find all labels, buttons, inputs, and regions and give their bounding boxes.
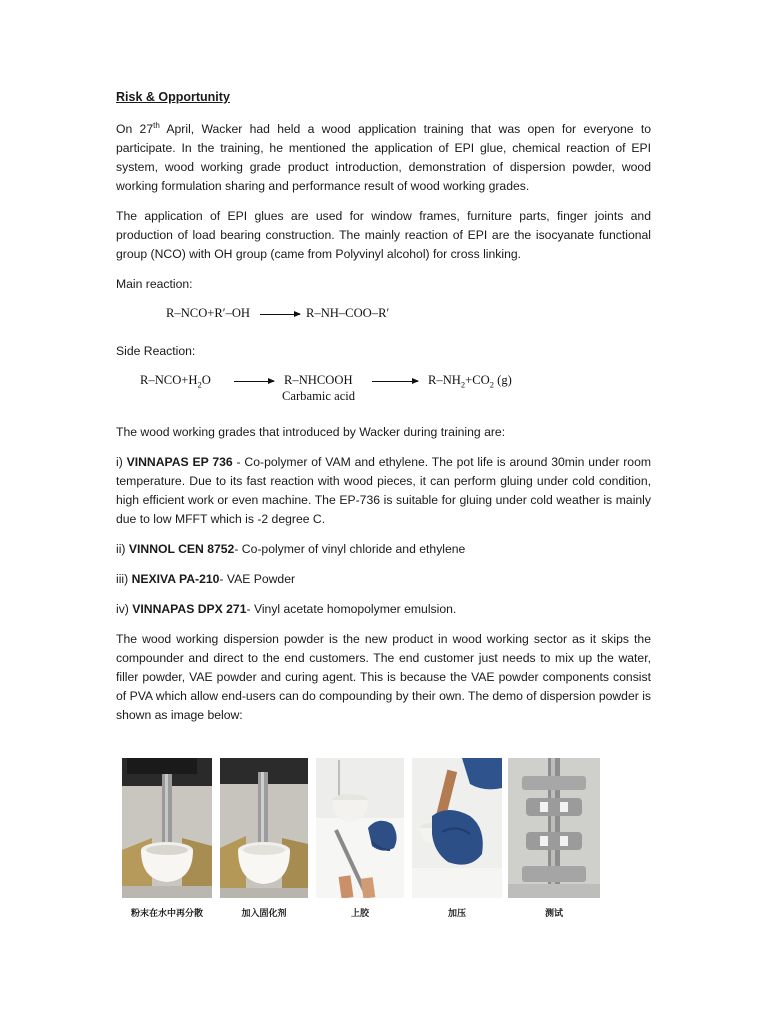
photo-caption: 上胶: [350, 909, 369, 919]
grade-number: ii): [116, 542, 129, 556]
photo-caption: 粉末在水中再分散: [130, 909, 203, 919]
reactant-text-end: O: [201, 373, 211, 387]
intermediate-caption: Carbamic acid: [282, 389, 356, 403]
grade-name: VINNAPAS EP 736: [126, 455, 233, 469]
product-subscript-1: 2: [460, 379, 466, 390]
grade-description: - Co-polymer of VAM and ethylene. The pot life is around 30min under room temperature. Due to its fast reaction with wood pieces, it can perform gluing under cold condition, high efficient work or even machine. The EP-736 is suitable for gluing under cold weather is mainly due to low MFFT which is -2 degree C.: [116, 455, 652, 526]
reactant-text: R–NCO+H: [140, 373, 198, 387]
reaction-arrow: [260, 314, 300, 315]
grades-intro: The wood working grades that introduced by Wacker during training are:: [116, 425, 506, 439]
grade-item: [116, 600, 651, 619]
ordinal-suffix: th: [153, 120, 160, 130]
dispersion-powder-paragraph: The wood working dispersion powder is the new product in wood working sector as it skips the compounder and direct to the end customers. The end customer just needs to mix up the water, filler powder, VAE powder and curing agent. This is because the VAE powder components consist of PVA which allow end-users can do compounding by their own. The demo of dispersion powder is shown as image below:: [116, 632, 651, 722]
grade-description: - Co-polymer of vinyl chloride and ethylene: [234, 542, 466, 556]
side-reaction-intermediate: R–NHCOOH: [284, 373, 353, 387]
product-text: R–NH: [428, 373, 461, 387]
side-reaction-equation: [116, 365, 651, 409]
reactant-subscript: 2: [197, 379, 202, 390]
grade-description: - VAE Powder: [219, 572, 296, 586]
grade-item: [116, 453, 651, 529]
epi-application-paragraph: The application of EPI glues are used for window frames, furniture parts, finger joints and production of load bearing construction. The mainly reaction of EPI are the isocyanate functional group (NCO) with OH group (came from Polyvinyl alcohol) for cross linking.: [116, 209, 651, 261]
photo-gluing: [316, 758, 404, 898]
side-reaction-products: [428, 373, 512, 390]
reaction-arrow-2: [372, 381, 418, 382]
photo-testing: [508, 758, 600, 898]
product-subscript-2: 2: [489, 379, 494, 390]
section-heading: Risk & Opportunity: [116, 90, 230, 104]
product-text-2: +CO: [465, 373, 490, 387]
photo-curing-agent: [220, 758, 308, 898]
demo-photo-strip: [122, 758, 602, 928]
main-reaction-product: R–NH–COO–R′: [306, 306, 390, 320]
side-reaction-reactants: [140, 373, 211, 390]
main-reaction-label: Main reaction:: [116, 277, 193, 291]
main-reaction-equation: [116, 298, 651, 328]
product-state: (g): [494, 373, 512, 387]
photo-gluing-image: [316, 758, 404, 898]
document-body: [116, 88, 651, 736]
photo-redispersion-image: [122, 758, 212, 898]
grade-number: iv): [116, 602, 133, 616]
grade-description: - Vinyl acetate homopolymer emulsion.: [246, 602, 457, 616]
photo-curing-agent-image: [220, 758, 308, 898]
photo-pressing: [412, 758, 502, 898]
grade-item: [116, 540, 651, 559]
grade-number: i): [116, 455, 127, 469]
side-reaction-label: Side Reaction:: [116, 344, 196, 358]
photo-caption: 加入固化剂: [241, 909, 287, 919]
photo-caption: 测试: [544, 909, 563, 919]
grade-name: VINNOL CEN 8752: [128, 542, 235, 556]
photo-caption: 加压: [447, 909, 466, 919]
main-reaction-reactants: R–NCO+R′–OH: [166, 306, 251, 320]
intro-text-start: On 27: [116, 122, 154, 136]
photo-testing-image: [508, 758, 600, 898]
intro-paragraph: [116, 120, 651, 196]
grade-name: VINNAPAS DPX 271: [132, 602, 247, 616]
grade-name: NEXIVA PA-210: [131, 572, 220, 586]
reaction-arrow-1: [234, 381, 274, 382]
intro-text-rest: April, Wacker had held a wood application training that was open for everyone to participate. In the training, he mentioned the application of EPI glue, chemical reaction of EPI system, wood working grade product introduction, demonstration of dispersion powder, wood working formulation sharing and performance result of wood working grades.: [116, 122, 651, 193]
grade-number: iii): [116, 572, 132, 586]
photo-redispersion: [122, 758, 212, 898]
grade-item: [116, 570, 651, 589]
photo-pressing-image: [412, 758, 502, 898]
